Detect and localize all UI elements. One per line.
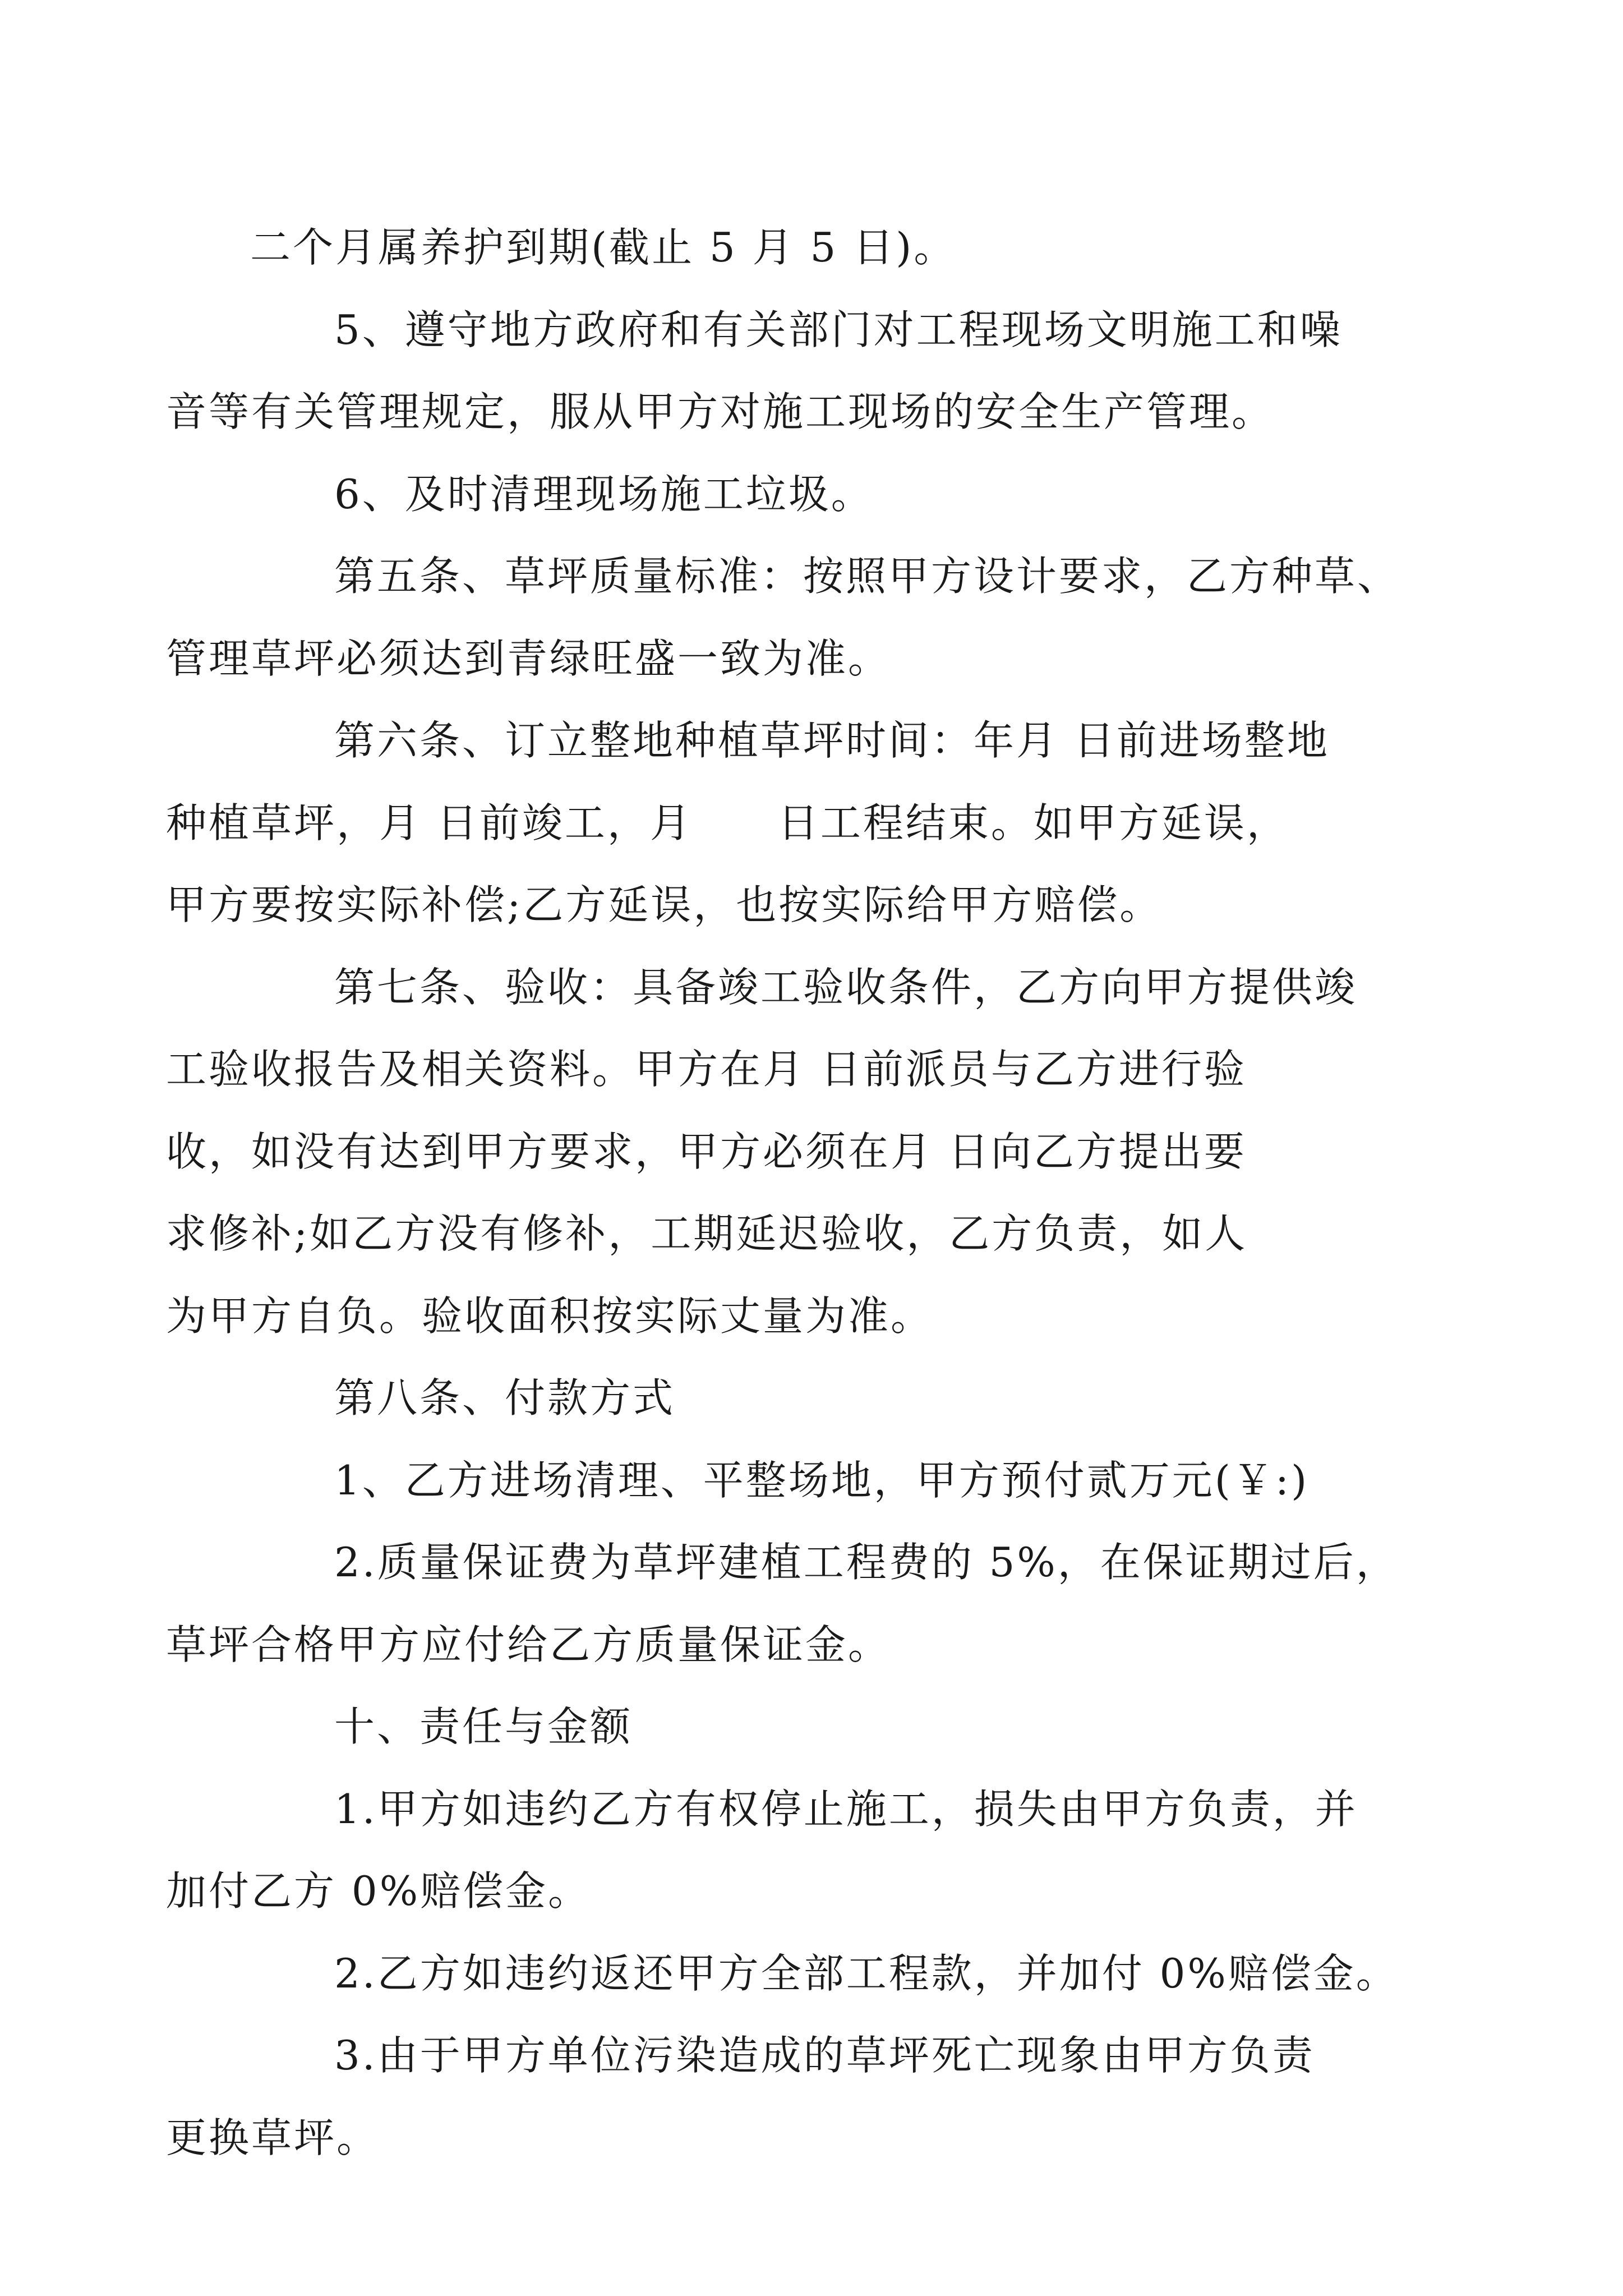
text-line: 收，如没有达到甲方要求，甲方必须在月 日向乙方提出要 [166,1128,1247,1175]
document-body [166,206,1400,2179]
text-line: 加付乙方 0%赔偿金。 [166,1867,591,1915]
paragraph-liability-heading [250,1686,1389,1768]
paragraph-article-7 [166,946,1389,1358]
text-line: 种植草坪，月 日前竣工，月 日工程结束。如甲方延误， [166,799,1289,846]
text-line: 2.乙方如违约返还甲方全部工程款，并加付 0%赔偿金。 [334,1949,1399,1997]
text-line: 3.由于甲方单位污染造成的草坪死亡现象由甲方负责 [334,2032,1315,2079]
paragraph-maintenance-expiry [250,206,1389,289]
paragraph-liability-2 [250,1932,1399,2015]
text-line: 1.甲方如违约乙方有权停止施工，损失由甲方负责，并 [334,1785,1358,1833]
paragraph-payment-1 [250,1439,1389,1522]
text-line: 工验收报告及相关资料。甲方在月 日前派员与乙方进行验 [166,1046,1247,1093]
text-line: 为甲方自负。验收面积按实际丈量为准。 [166,1292,934,1340]
paragraph-item-6 [250,453,1389,536]
text-line: 管理草坪必须达到青绿旺盛一致为准。 [166,634,891,682]
text-line: 5、遵守地方政府和有关部门对工程现场文明施工和噪 [334,306,1343,353]
paragraph-payment-2 [166,1521,1399,1686]
text-line: 第八条、付款方式 [334,1374,676,1421]
text-line: 十、责任与金额 [334,1703,633,1750]
text-line: 1、乙方进场清理、平整场地，甲方预付贰万元(￥:) [334,1456,1310,1504]
text-line: 甲方要按实际补偿;乙方延误，也按实际给甲方赔偿。 [166,881,1163,928]
paragraph-liability-3 [166,2014,1389,2179]
paragraph-article-6 [166,700,1389,946]
paragraph-article-8-heading [250,1357,1389,1439]
text-line: 6、及时清理现场施工垃圾。 [334,470,874,518]
paragraph-article-5 [166,535,1400,700]
text-line: 第五条、草坪质量标准：按照甲方设计要求，乙方种草、 [334,553,1400,600]
text-line: 2.质量保证费为草坪建植工程费的 5%，在保证期过后， [334,1539,1399,1586]
paragraph-liability-1 [166,1768,1389,1932]
text-line: 二个月属养护到期(截止 5 月 5 日)。 [250,224,957,271]
text-line: 求修补;如乙方没有修补，工期延迟验收，乙方负责，如人 [166,1210,1248,1257]
text-line: 第六条、订立整地种植草坪时间：年月 日前进场整地 [334,717,1330,764]
text-line: 更换草坪。 [166,2114,380,2161]
text-line: 草坪合格甲方应付给乙方质量保证金。 [166,1621,891,1668]
text-line: 音等有关管理规定，服从甲方对施工现场的安全生产管理。 [166,388,1275,435]
paragraph-item-5 [166,289,1389,453]
text-line: 第七条、验收：具备竣工验收条件，乙方向甲方提供竣 [334,963,1358,1011]
